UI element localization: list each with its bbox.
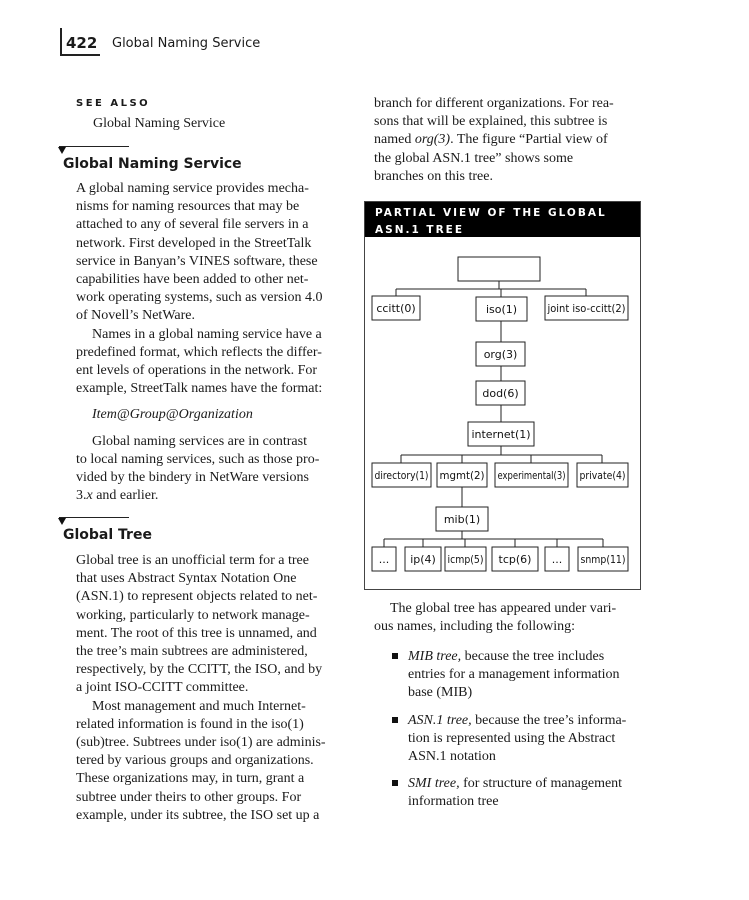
text-line: nisms for naming resources that may be	[76, 199, 300, 215]
text-fragment: org(3)	[414, 132, 451, 148]
names-bullet-list	[392, 648, 652, 821]
text-line: example, under its subtree, the ISO set up a	[76, 807, 320, 823]
figure-title-line: PARTIAL VIEW OF THE GLOBAL	[375, 207, 607, 219]
text-fragment: named	[374, 132, 415, 148]
text-line: predefined format, which reflects the differ-	[76, 344, 322, 360]
tree-node-label-iso: iso(1)	[485, 303, 518, 316]
tree-node-box-root	[458, 257, 540, 281]
right-column-names	[374, 600, 642, 636]
asn1-tree-figure	[364, 201, 641, 590]
see-also-label: SEE ALSO	[76, 98, 151, 109]
text-line: network. First developed in the StreetTalk	[76, 235, 312, 251]
text-line: tered by various groups and organizations.	[76, 753, 314, 769]
page-number: 422	[66, 34, 98, 52]
tree-node-label-dots1: ...	[378, 553, 390, 566]
paragraph	[76, 698, 351, 825]
text-line: the global ASN.1 tree” shows some	[374, 150, 574, 166]
tree-node-label-joint: joint iso-ccitt(2)	[546, 302, 626, 315]
text-line: base (MIB)	[408, 685, 473, 701]
text-line: respectively, by the CCITT, the ISO, and by	[76, 662, 323, 678]
paragraph	[76, 326, 351, 399]
section1-body	[76, 180, 351, 505]
text-line: Global naming services are in contrast	[92, 433, 307, 449]
text-line: vided by the bindery in NetWare versions	[76, 470, 309, 486]
text-line: subtree under theirs to other groups. For	[76, 789, 302, 805]
section-heading-global-naming-service: Global Naming Service	[63, 156, 242, 172]
text-line: (ASN.1) to represent objects related to net-	[76, 589, 318, 605]
format-example: Item@Group@Organization	[92, 407, 253, 423]
section-rule	[59, 146, 129, 147]
text-line: to local naming services, such as those pro-	[76, 451, 320, 467]
header-rule-vertical	[60, 28, 62, 55]
text-line: Most management and much Internet-	[92, 698, 306, 714]
paragraph	[76, 552, 351, 698]
text-line: tion is represented using the Abstract	[408, 730, 616, 746]
text-line: Global tree is an unofficial term for a tree	[76, 553, 309, 568]
text-line: branches on this tree.	[374, 168, 493, 184]
tree-diagram	[365, 202, 640, 589]
text-line: ent levels of operations in the network. For	[76, 363, 318, 379]
text-fragment: for structure of management	[459, 776, 623, 792]
text-fragment: because the tree includes	[461, 649, 605, 664]
bullet-square-icon	[392, 780, 398, 786]
tree-node-label-internet: internet(1)	[471, 428, 531, 441]
text-line: branch for different organizations. For rea-	[374, 96, 614, 111]
bullet-term: SMI tree,	[408, 776, 460, 792]
text-line: that uses Abstract Syntax Notation One	[76, 571, 297, 587]
text-fragment: and earlier.	[92, 488, 159, 504]
text-line: ous names, including the following:	[374, 619, 576, 635]
tree-node-label-ip: ip(4)	[410, 553, 436, 566]
section-rule	[59, 517, 129, 518]
text-line: related information is found in the iso(1)	[76, 716, 304, 732]
tree-node-label-experimental: experimental(3)	[497, 469, 566, 482]
tree-node-label-dots2: ...	[551, 553, 563, 566]
section-triangle-icon	[58, 518, 66, 525]
text-line: of Novell’s NetWare.	[76, 308, 195, 324]
text-line: service in Banyan’s VINES software, these	[76, 253, 318, 269]
bullet-square-icon	[392, 717, 398, 723]
bullet-term: ASN.1 tree,	[408, 712, 472, 728]
section-triangle-icon	[58, 147, 66, 154]
tree-node-label-private: private(4)	[579, 469, 626, 482]
tree-node-label-ccitt: ccitt(0)	[376, 302, 416, 315]
figure-title-line: ASN.1 TREE	[375, 224, 465, 236]
text-line: A global naming service provides mecha-	[76, 181, 309, 196]
tree-node-label-icmp: icmp(5)	[447, 553, 484, 566]
text-line: work operating systems, such as version 4.0	[76, 290, 323, 306]
paragraph	[76, 180, 351, 326]
text-fragment: x	[86, 488, 93, 504]
text-line: ment. The root of this tree is unnamed, and	[76, 625, 317, 641]
text-line: a joint ISO-CCITT committee.	[76, 680, 249, 696]
tree-node-label-tcp: tcp(6)	[498, 553, 532, 566]
tree-node-label-mib: mib(1)	[443, 513, 481, 526]
tree-node-label-directory: directory(1)	[374, 469, 429, 482]
text-line: attached to any of several file servers in a	[76, 217, 309, 233]
text-fragment: . The figure “Partial view of	[450, 132, 608, 148]
header-rule-horizontal	[60, 54, 100, 56]
text-line: the tree’s main subtrees are administered,	[76, 644, 308, 660]
see-also-item: Global Naming Service	[93, 116, 226, 131]
bullet-item	[392, 648, 652, 703]
tree-node-label-mgmt: mgmt(2)	[439, 469, 485, 482]
bullet-square-icon	[392, 653, 398, 659]
text-line: information tree	[408, 794, 499, 810]
text-line: capabilities have been added to other net-	[76, 272, 309, 288]
text-line: working, particularly to network manage-	[76, 607, 310, 623]
paragraph	[76, 433, 351, 506]
section-heading-global-tree: Global Tree	[63, 527, 152, 543]
tree-node-label-snmp: snmp(11)	[580, 553, 626, 566]
text-line: entries for a management information	[408, 667, 620, 683]
text-line: The global tree has appeared under vari-	[390, 601, 617, 616]
text-line: Names in a global naming service have a	[92, 326, 322, 342]
bullet-term: MIB tree,	[408, 649, 462, 664]
text-line: ASN.1 notation	[408, 749, 496, 765]
right-column-intro	[374, 95, 642, 186]
text-line: These organizations may, in turn, grant a	[76, 771, 305, 787]
text-line: example, StreetTalk names have the format:	[76, 381, 323, 397]
bullet-item	[392, 712, 652, 767]
tree-node-label-dod: dod(6)	[482, 387, 519, 400]
text-fragment: because the tree’s informa-	[471, 712, 627, 728]
tree-node-label-org: org(3)	[483, 348, 518, 361]
running-head: Global Naming Service	[112, 36, 261, 51]
paragraph	[374, 95, 642, 186]
paragraph	[374, 600, 642, 636]
text-line: (sub)tree. Subtrees under iso(1) are adminis-	[76, 735, 326, 751]
bullet-item	[392, 775, 652, 811]
text-line: sons that will be explained, this subtree is	[374, 114, 608, 130]
text-fragment: 3.	[76, 488, 87, 504]
section2-body	[76, 552, 351, 825]
